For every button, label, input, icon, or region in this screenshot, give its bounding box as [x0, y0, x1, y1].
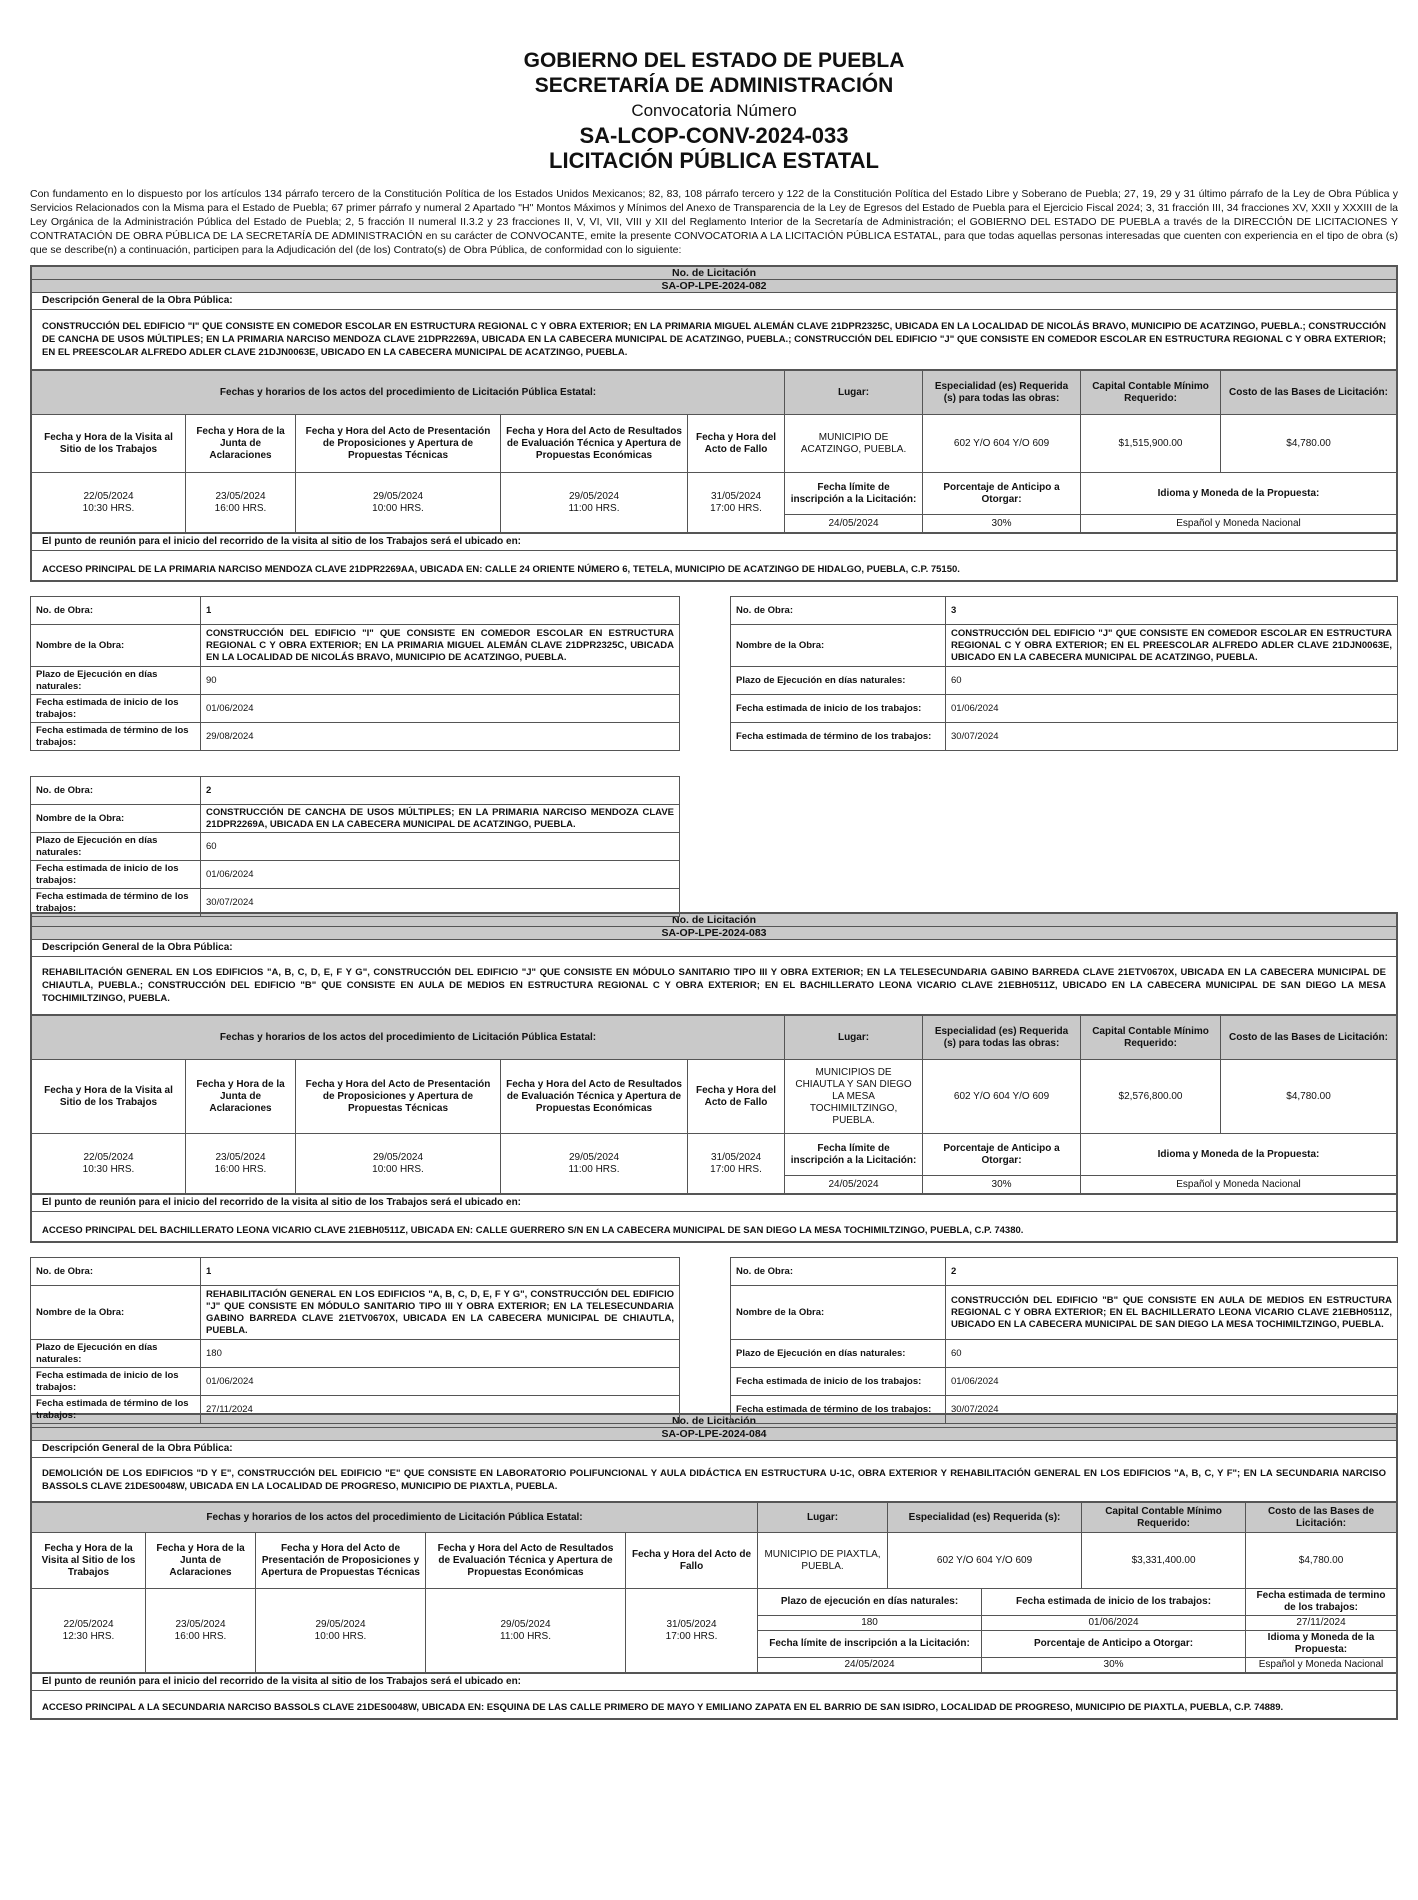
termino-estimado-value: 27/11/2024: [1246, 1616, 1397, 1631]
presentacion-datetime: 29/05/2024 10:00 HRS.: [296, 1134, 501, 1194]
obra-no-label: No. de Obra:: [31, 597, 201, 625]
obra-name-label: Nombre de la Obra:: [731, 625, 946, 667]
fallo-label: Fecha y Hora del Acto de Fallo: [688, 1060, 785, 1134]
lugar-header: Lugar:: [785, 1016, 923, 1060]
fallo-label: Fecha y Hora del Acto de Fallo: [626, 1533, 758, 1589]
obra-no-label: No. de Obra:: [31, 1258, 201, 1286]
obra-card: [30, 776, 680, 917]
obra-name: CONSTRUCCIÓN DEL EDIFICIO "I" QUE CONSISTE EN COMEDOR ESCOLAR EN ESTRUCTURA REGIONAL C Y OBRA EXTERIOR; EN LA PRIMARIA MIGUEL ALEMÁN CLAVE 21DPR2325C, UBICADA EN LA LOCALIDAD DE NICOLÁS BRAVO, MUNICIPIO DE ACATZINGO, PUEBLA.: [201, 625, 680, 667]
meeting-point-label: El punto de reunión para el inicio del recorrido de la visita al sitio de los Trabajos será el ubicado en:: [32, 1674, 1397, 1691]
costo-header: Costo de las Bases de Licitación:: [1221, 371, 1397, 415]
presentacion-datetime: 29/05/2024 10:00 HRS.: [296, 473, 501, 533]
licitacion-number: SA-OP-LPE-2024-083: [32, 927, 1397, 940]
obra-termino-label: Fecha estimada de término de los trabajos:: [31, 1396, 201, 1424]
presentacion-datetime: 29/05/2024 10:00 HRS.: [256, 1589, 426, 1673]
obra-termino-label: Fecha estimada de término de los trabajos:: [731, 723, 946, 751]
obra-inicio: 01/06/2024: [201, 861, 680, 889]
header-convocatoria-code: SA-LCOP-CONV-2024-033: [579, 123, 849, 148]
resultados-datetime: 29/05/2024 11:00 HRS.: [501, 473, 688, 533]
obra-no: 2: [201, 777, 680, 805]
lugar-value: MUNICIPIO DE ACATZINGO, PUEBLA.: [785, 415, 923, 473]
visita-datetime: 22/05/2024 10:30 HRS.: [32, 473, 186, 533]
obra-card: [730, 1257, 1398, 1424]
obra-inicio-label: Fecha estimada de inicio de los trabajos:: [731, 1368, 946, 1396]
obra-inicio: 01/06/2024: [201, 695, 680, 723]
resultados-datetime: 29/05/2024 11:00 HRS.: [501, 1134, 688, 1194]
lugar-value: MUNICIPIOS DE CHIAUTLA Y SAN DIEGO LA MESA TOCHIMILTZINGO, PUEBLA.: [785, 1060, 923, 1134]
obra-inicio-label: Fecha estimada de inicio de los trabajos:: [31, 861, 201, 889]
obra-plazo-label: Plazo de Ejecución en días naturales:: [31, 667, 201, 695]
header-line-government: GOBIERNO DEL ESTADO DE PUEBLA: [523, 49, 905, 72]
junta-datetime: 23/05/2024 16:00 HRS.: [146, 1589, 256, 1673]
limite-value: 24/05/2024: [758, 1658, 982, 1673]
obra-card: [730, 596, 1398, 751]
capital-value: $3,331,400.00: [1082, 1533, 1246, 1589]
idioma-value: Español y Moneda Nacional: [1081, 515, 1397, 533]
obra-no: 1: [201, 597, 680, 625]
obra-name: CONSTRUCCIÓN DEL EDIFICIO "B" QUE CONSISTE EN AULA DE MEDIOS EN ESTRUCTURA REGIONAL C Y OBRA EXTERIOR; EN EL BACHILLERATO LEONA VICARIO CLAVE 21EBH0511Z, UBICADO EN LA CABECERA MUNICIPAL DE SAN DIEGO LA MESA TOCHIMILTZINGO, PUEBLA.: [946, 1286, 1398, 1340]
lugar-header: Lugar:: [785, 371, 923, 415]
idioma-label: Idioma y Moneda de la Propuesta:: [1081, 1134, 1397, 1176]
lugar-value: MUNICIPIO DE PIAXTLA, PUEBLA.: [758, 1533, 888, 1589]
capital-value: $2,576,800.00: [1081, 1060, 1221, 1134]
obra-termino: 27/11/2024: [201, 1396, 680, 1424]
obra-inicio-label: Fecha estimada de inicio de los trabajos:: [731, 695, 946, 723]
obra-card: [30, 1257, 680, 1424]
costo-value: $4,780.00: [1246, 1533, 1397, 1589]
costo-value: $4,780.00: [1221, 1060, 1397, 1134]
obra-no: 2: [946, 1258, 1398, 1286]
anticipo-value: 30%: [923, 515, 1081, 533]
anticipo-value: 30%: [982, 1658, 1246, 1673]
fallo-label: Fecha y Hora del Acto de Fallo: [688, 415, 785, 473]
meeting-point-label: El punto de reunión para el inicio del recorrido de la visita al sitio de los Trabajos será el ubicado en:: [32, 1195, 1397, 1212]
idioma-label: Idioma y Moneda de la Propuesta:: [1081, 473, 1397, 515]
limite-label: Fecha límite de inscripción a la Licitación:: [758, 1631, 982, 1658]
anticipo-label: Porcentaje de Anticipo a Otorgar:: [923, 1134, 1081, 1176]
anticipo-label: Porcentaje de Anticipo a Otorgar:: [923, 473, 1081, 515]
plazo-ejecucion-label: Plazo de ejecución en días naturales:: [758, 1589, 982, 1616]
capital-header: Capital Contable Mínimo Requerido:: [1082, 1503, 1246, 1533]
especialidad-header: Especialidad (es) Requerida (s) para todas las obras:: [923, 371, 1081, 415]
obra-no-label: No. de Obra:: [731, 1258, 946, 1286]
meeting-point-address: ACCESO PRINCIPAL DE LA PRIMARIA NARCISO MENDOZA CLAVE 21DPR2269AA, UBICADA EN: CALLE 24 ORIENTE NÚMERO 6, TETELA, MUNICIPIO DE ACATZINGO DE HIDALGO, PUEBLA, C.P. 75150.: [32, 551, 1397, 581]
licitacion-number: SA-OP-LPE-2024-082: [32, 280, 1397, 293]
obra-inicio: 01/06/2024: [946, 1368, 1398, 1396]
visita-label: Fecha y Hora de la Visita al Sitio de los Trabajos: [32, 415, 186, 473]
obra-name-label: Nombre de la Obra:: [731, 1286, 946, 1340]
intro-paragraph: Con fundamento en lo dispuesto por los artículos 134 párrafo tercero de la Constitución Política de los Estados Unidos Mexicanos; 82, 83, 108 párrafo tercero y 122 de la Constitución Política del Estado Libre y Soberano de Puebla; 27, 19, 29 y 31 último párrafo de la Ley de Obra Pública y Servicios Relacionados con la Misma para el Estado de Puebla; 67 primer párrafo y numeral 2 Apartado "H" Montos Máximos y Mínimos del Anexo de Transparencia de la Ley de Egresos del Estado de Puebla para el Ejercicio Fiscal 2024; 3, 31 fracción III, 34 fracciones XV, XXII y XXXIII de la Ley Orgánica de la Administración Pública del Estado de Puebla; 2, 5 fracción II numeral II.3.2 y 23 fracciones II, V, VI, VII, VIII y XII del Reglamento Interior de la Secretaría de Administración; el GOBIERNO DEL ESTADO DE PUEBLA a través de la DIRECCIÓN DE LICITACIONES Y CONTRATACIÓN DE OBRA PÚBLICA DE LA SECRETARÍA DE ADMINISTRACIÓN en su carácter de CONVOCANTE, emite la presente CONVOCATORIA A LA LICITACIÓN PÚBLICA ESTATAL, para que todas aquellas personas interesadas que cuenten con experiencia en el tipo de obra (s) que se describe(n) a continuación, participen para la Adjudicación del (de los) Contrato(s) de Obra Pública, de conformidad con lo siguiente:: [30, 188, 1398, 256]
capital-header: Capital Contable Mínimo Requerido:: [1081, 1016, 1221, 1060]
description-text: DEMOLICIÓN DE LOS EDIFICIOS "D Y E", CONSTRUCCIÓN DEL EDIFICIO "E" QUE CONSISTE EN LABORATORIO POLIFUNCIONAL Y AULA DIDÁCTICA EN ESTRUCTURA U-1C, OBRA EXTERIOR Y REHABILITACIÓN GENERAL EN LOS EDIFICIOS "A, B, C, Y F"; EN LA SECUNDARIA NARCISO BASSOLS CLAVE 21DES0048W, UBICADA EN LA LOCALIDAD DE PROGRESO, MUNICIPIO DE PIAXTLA, PUEBLA.: [32, 1458, 1397, 1502]
anticipo-value: 30%: [923, 1176, 1081, 1194]
header-line-secretaria: SECRETARÍA DE ADMINISTRACIÓN: [534, 74, 894, 97]
licitacion-block-083: [30, 912, 1398, 1243]
especialidad-header: Especialidad (es) Requerida (s):: [888, 1503, 1082, 1533]
licitacion-number-label: No. de Licitación: [32, 1415, 1397, 1428]
description-label: Descripción General de la Obra Pública:: [32, 940, 1397, 957]
obra-name-label: Nombre de la Obra:: [31, 1286, 201, 1340]
visita-datetime: 22/05/2024 12:30 HRS.: [32, 1589, 146, 1673]
resultados-label: Fecha y Hora del Acto de Resultados de Evaluación Técnica y Apertura de Propuestas Económicas: [501, 1060, 688, 1134]
description-text: CONSTRUCCIÓN DEL EDIFICIO "I" QUE CONSISTE EN COMEDOR ESCOLAR EN ESTRUCTURA REGIONAL C Y OBRA EXTERIOR; EN LA PRIMARIA MIGUEL ALEMÁN CLAVE 21DPR2325C, UBICADA EN LA LOCALIDAD DE NICOLÁS BRAVO, MUNICIPIO DE ACATZINGO, PUEBLA.; CONSTRUCCIÓN DE CANCHA DE USOS MÚLTIPLES; EN LA PRIMARIA NARCISO MENDOZA CLAVE 21DPR2269A, UBICADA EN LA CABECERA MUNICIPAL DE ACATZINGO, PUEBLA.; CONSTRUCCIÓN DEL EDIFICIO "J" QUE CONSISTE EN COMEDOR ESCOLAR EN ESTRUCTURA REGIONAL C Y OBRA EXTERIOR; EN EL PREESCOLAR ALFREDO ADLER CLAVE 21DJN0063E, UBICADO EN LA CABECERA MUNICIPAL DE ACATZINGO, PUEBLA.: [32, 310, 1397, 370]
obra-no-label: No. de Obra:: [731, 597, 946, 625]
header-line-convocatoria: Convocatoria Número: [631, 101, 797, 120]
obra-inicio-label: Fecha estimada de inicio de los trabajos:: [31, 695, 201, 723]
capital-header: Capital Contable Mínimo Requerido:: [1081, 371, 1221, 415]
junta-datetime: 23/05/2024 16:00 HRS.: [186, 473, 296, 533]
especialidad-value: 602 Y/O 604 Y/O 609: [923, 415, 1081, 473]
obra-plazo: 60: [946, 667, 1398, 695]
obra-name-label: Nombre de la Obra:: [31, 805, 201, 833]
presentacion-label: Fecha y Hora del Acto de Presentación de Proposiciones y Apertura de Propuestas Técnicas: [296, 415, 501, 473]
resultados-label: Fecha y Hora del Acto de Resultados de Evaluación Técnica y Apertura de Propuestas Económicas: [501, 415, 688, 473]
limite-value: 24/05/2024: [785, 515, 923, 533]
junta-label: Fecha y Hora de la Junta de Aclaraciones: [146, 1533, 256, 1589]
obras-082: [30, 596, 1398, 912]
fallo-datetime: 31/05/2024 17:00 HRS.: [688, 1134, 785, 1194]
visita-label: Fecha y Hora de la Visita al Sitio de los Trabajos: [32, 1060, 186, 1134]
especialidad-header: Especialidad (es) Requerida (s) para todas las obras:: [923, 1016, 1081, 1060]
licitacion-number-label: No. de Licitación: [32, 267, 1397, 280]
obra-name-label: Nombre de la Obra:: [31, 625, 201, 667]
costo-header: Costo de las Bases de Licitación:: [1246, 1503, 1397, 1533]
obra-inicio-label: Fecha estimada de inicio de los trabajos:: [31, 1368, 201, 1396]
obra-no: 1: [201, 1258, 680, 1286]
obra-name: REHABILITACIÓN GENERAL EN LOS EDIFICIOS "A, B, C, D, E, F Y G", CONSTRUCCIÓN DEL EDIFICIO "J" QUE CONSISTE EN MÓDULO SANITARIO TIPO III Y OBRA EXTERIOR; EN LA TELESECUNDARIA GABINO BARREDA CLAVE 21ETV0670X, UBICADA EN LA CABECERA MUNICIPAL DE CHIAUTLA, PUEBLA.: [201, 1286, 680, 1340]
presentacion-label: Fecha y Hora del Acto de Presentación de Proposiciones y Apertura de Propuestas Técnicas: [296, 1060, 501, 1134]
meeting-point-label: El punto de reunión para el inicio del recorrido de la visita al sitio de los Trabajos será el ubicado en:: [32, 534, 1397, 551]
licitacion-block-084: [30, 1413, 1398, 1720]
obra-no-label: No. de Obra:: [31, 777, 201, 805]
especialidad-value: 602 Y/O 604 Y/O 609: [888, 1533, 1082, 1589]
schedule-header: Fechas y horarios de los actos del procedimiento de Licitación Pública Estatal:: [32, 371, 785, 415]
limite-label: Fecha límite de inscripción a la Licitación:: [785, 1134, 923, 1176]
obra-termino: 29/08/2024: [201, 723, 680, 751]
limite-value: 24/05/2024: [785, 1176, 923, 1194]
header-line-licitacion: LICITACIÓN PÚBLICA ESTATAL: [549, 148, 879, 173]
resultados-label: Fecha y Hora del Acto de Resultados de Evaluación Técnica y Apertura de Propuestas Económicas: [426, 1533, 626, 1589]
meeting-point-address: ACCESO PRINCIPAL DEL BACHILLERATO LEONA VICARIO CLAVE 21EBH0511Z, UBICADA EN: CALLE GUERRERO S/N EN LA CABECERA MUNICIPAL DE SAN DIEGO LA MESA TOCHIMILTZINGO, PUEBLA, C.P. 74380.: [32, 1212, 1397, 1242]
meeting-point-address: ACCESO PRINCIPAL A LA SECUNDARIA NARCISO BASSOLS CLAVE 21DES0048W, UBICADA EN: ESQUINA DE LAS CALLE PRIMERO DE MAYO Y EMILIANO ZAPATA EN EL BARRIO DE SAN ISIDRO, LOCALIDAD DE PROGRESO, MUNICIPIO DE PIAXTLA, PUEBLA, C.P. 74889.: [32, 1691, 1397, 1719]
obra-inicio: 01/06/2024: [946, 695, 1398, 723]
anticipo-label: Porcentaje de Anticipo a Otorgar:: [982, 1631, 1246, 1658]
costo-value: $4,780.00: [1221, 415, 1397, 473]
obra-name: CONSTRUCCIÓN DEL EDIFICIO "J" QUE CONSISTE EN COMEDOR ESCOLAR EN ESTRUCTURA REGIONAL C Y OBRA EXTERIOR; EN EL PREESCOLAR ALFREDO ADLER CLAVE 21DJN0063E, UBICADO EN LA CABECERA MUNICIPAL DE ACATZINGO, PUEBLA.: [946, 625, 1398, 667]
presentacion-label: Fecha y Hora del Acto de Presentación de Proposiciones y Apertura de Propuestas Técnicas: [256, 1533, 426, 1589]
idioma-value: Español y Moneda Nacional: [1081, 1176, 1397, 1194]
obra-inicio: 01/06/2024: [201, 1368, 680, 1396]
limite-label: Fecha límite de inscripción a la Licitación:: [785, 473, 923, 515]
obra-plazo: 60: [201, 833, 680, 861]
costo-header: Costo de las Bases de Licitación:: [1221, 1016, 1397, 1060]
resultados-datetime: 29/05/2024 11:00 HRS.: [426, 1589, 626, 1673]
obra-plazo-label: Plazo de Ejecución en días naturales:: [31, 1340, 201, 1368]
obra-termino: 30/07/2024: [946, 1396, 1398, 1424]
termino-estimado-label: Fecha estimada de termino de los trabajos:: [1246, 1589, 1397, 1616]
document-page: [30, 0, 1398, 1734]
fallo-datetime: 31/05/2024 17:00 HRS.: [626, 1589, 758, 1673]
junta-label: Fecha y Hora de la Junta de Aclaraciones: [186, 1060, 296, 1134]
fallo-datetime: 31/05/2024 17:00 HRS.: [688, 473, 785, 533]
description-label: Descripción General de la Obra Pública:: [32, 293, 1397, 310]
obra-termino-label: Fecha estimada de término de los trabajos:: [731, 1396, 946, 1424]
description-label: Descripción General de la Obra Pública:: [32, 1441, 1397, 1458]
idioma-value: Español y Moneda Nacional: [1246, 1658, 1397, 1673]
obra-plazo: 60: [946, 1340, 1398, 1368]
obra-name: CONSTRUCCIÓN DE CANCHA DE USOS MÚLTIPLES; EN LA PRIMARIA NARCISO MENDOZA CLAVE 21DPR2269A, UBICADA EN LA CABECERA MUNICIPAL DE ACATZINGO, PUEBLA.: [201, 805, 680, 833]
licitacion-number: SA-OP-LPE-2024-084: [32, 1428, 1397, 1441]
obra-no: 3: [946, 597, 1398, 625]
junta-datetime: 23/05/2024 16:00 HRS.: [186, 1134, 296, 1194]
obra-termino: 30/07/2024: [946, 723, 1398, 751]
obra-plazo-label: Plazo de Ejecución en días naturales:: [731, 667, 946, 695]
lugar-header: Lugar:: [758, 1503, 888, 1533]
obra-card: [30, 596, 680, 751]
description-text: REHABILITACIÓN GENERAL EN LOS EDIFICIOS "A, B, C, D, E, F Y G", CONSTRUCCIÓN DEL EDIFICIO "J" QUE CONSISTE EN MÓDULO SANITARIO TIPO III Y OBRA EXTERIOR; EN LA TELESECUNDARIA GABINO BARREDA CLAVE 21ETV0670X, UBICADA EN LA CABECERA MUNICIPAL DE CHIAUTLA, PUEBLA.; CONSTRUCCIÓN DEL EDIFICIO "B" QUE CONSISTE EN AULA DE MEDIOS EN ESTRUCTURA REGIONAL C Y OBRA EXTERIOR; EN EL BACHILLERATO LEONA VICARIO CLAVE 21EBH0511Z, UBICADO EN LA CABECERA MUNICIPAL DE SAN DIEGO LA MESA TOCHIMILTZINGO, PUEBLA.: [32, 957, 1397, 1015]
licitacion-block-082: [30, 265, 1398, 582]
visita-label: Fecha y Hora de la Visita al Sitio de los Trabajos: [32, 1533, 146, 1589]
obra-plazo-label: Plazo de Ejecución en días naturales:: [31, 833, 201, 861]
inicio-estimado-label: Fecha estimada de inicio de los trabajos:: [982, 1589, 1246, 1616]
document-header: [30, 0, 1398, 173]
obra-plazo: 90: [201, 667, 680, 695]
schedule-header: Fechas y horarios de los actos del procedimiento de Licitación Pública Estatal:: [32, 1016, 785, 1060]
capital-value: $1,515,900.00: [1081, 415, 1221, 473]
visita-datetime: 22/05/2024 10:30 HRS.: [32, 1134, 186, 1194]
inicio-estimado-value: 01/06/2024: [982, 1616, 1246, 1631]
idioma-label: Idioma y Moneda de la Propuesta:: [1246, 1631, 1397, 1658]
obra-termino-label: Fecha estimada de término de los trabajos:: [31, 889, 201, 917]
junta-label: Fecha y Hora de la Junta de Aclaraciones: [186, 415, 296, 473]
schedule-header: Fechas y horarios de los actos del procedimiento de Licitación Pública Estatal:: [32, 1503, 758, 1533]
licitacion-number-label: No. de Licitación: [32, 914, 1397, 927]
obra-termino-label: Fecha estimada de término de los trabajos:: [31, 723, 201, 751]
especialidad-value: 602 Y/O 604 Y/O 609: [923, 1060, 1081, 1134]
obra-plazo: 180: [201, 1340, 680, 1368]
obra-plazo-label: Plazo de Ejecución en días naturales:: [731, 1340, 946, 1368]
plazo-ejecucion-value: 180: [758, 1616, 982, 1631]
obra-termino: 30/07/2024: [201, 889, 680, 917]
